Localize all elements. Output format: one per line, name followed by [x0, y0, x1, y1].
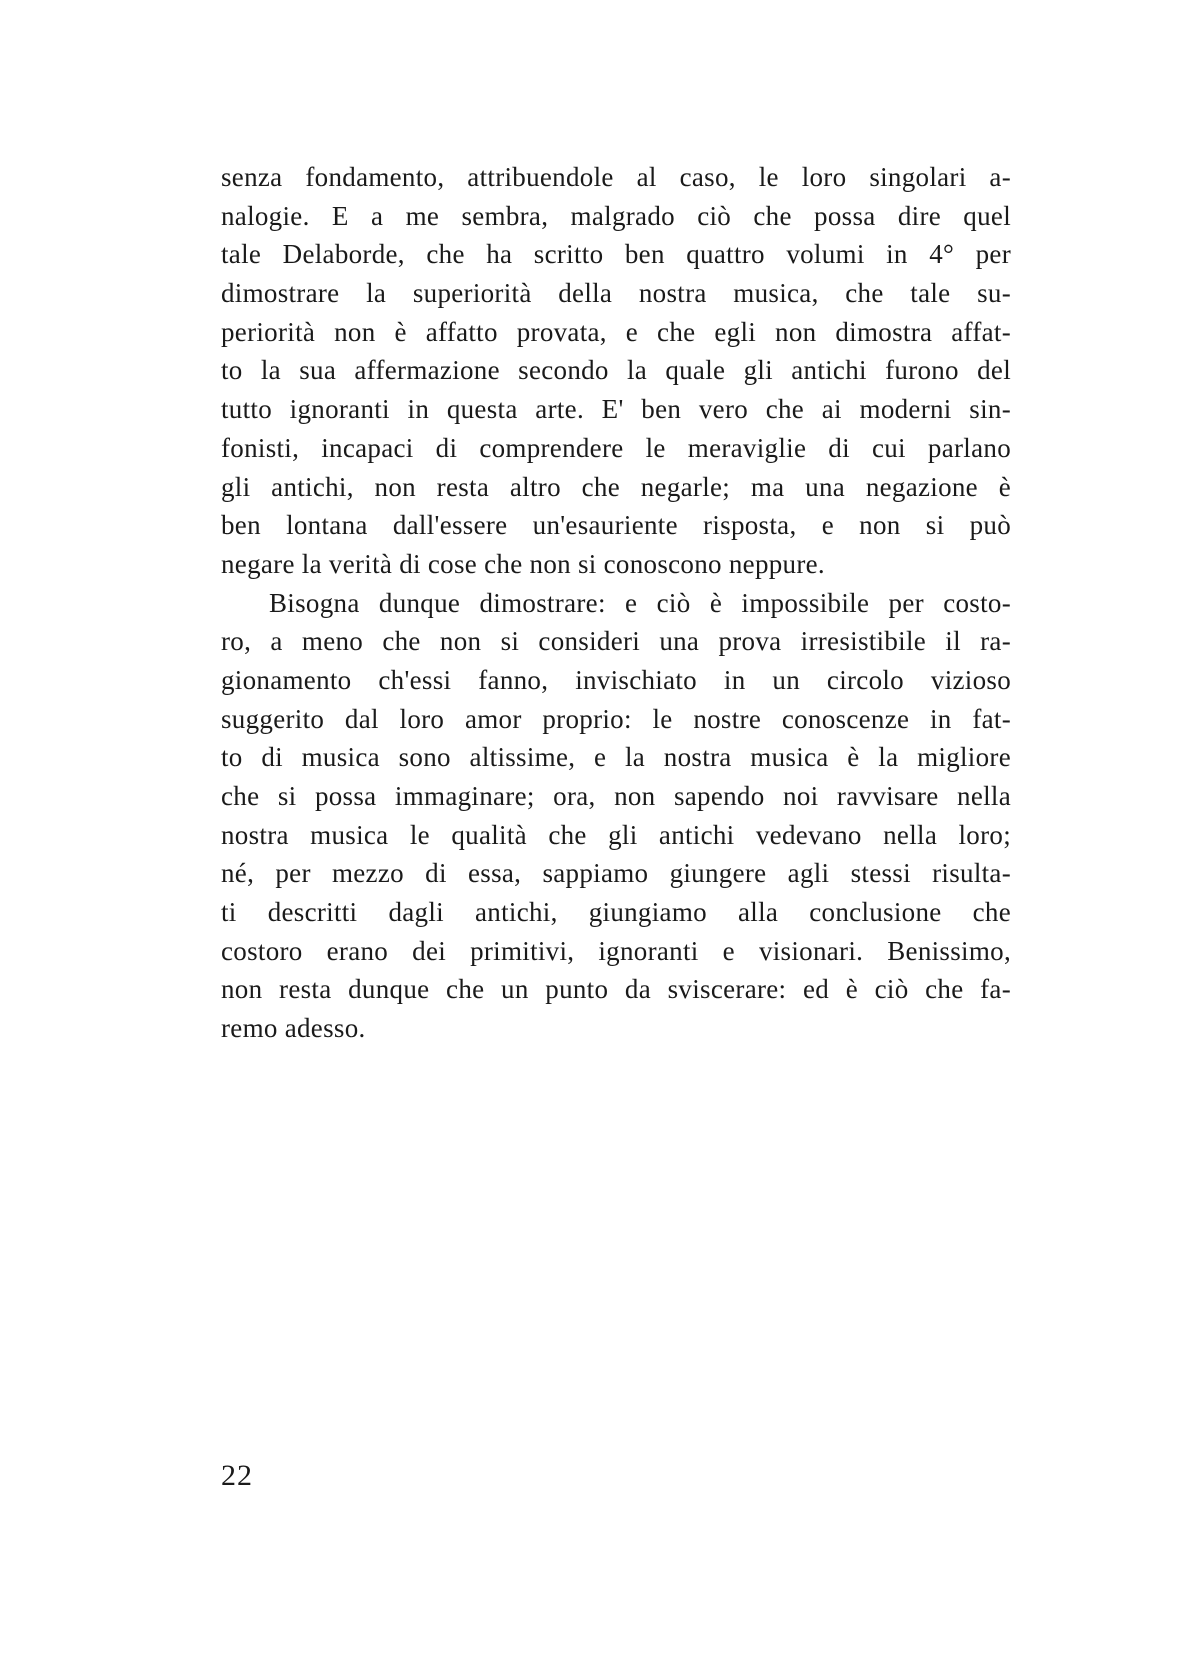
text-line: che si possa immaginare; ora, non sapendo noi ravvisare nella: [221, 781, 1011, 811]
text-line: negare la verità di cose che non si conoscono neppure.: [221, 548, 825, 579]
text-line: ro, a meno che non si consideri una prova irresistibile il ra-: [221, 626, 1011, 657]
text-line: non resta dunque che un punto da sviscerare: ed è ciò che fa-: [221, 974, 1011, 1005]
body-text: [221, 158, 1200, 1048]
text-line: suggerito dal loro amor proprio: le nostre conoscenze in fat-: [221, 703, 1011, 734]
paragraph-2: [221, 584, 1200, 1048]
text-line: Bisogna dunque dimostrare: e ciò è impossibile per costo-: [269, 587, 1011, 618]
text-line: gionamento ch'essi fanno, invischiato in un circolo vizioso: [221, 664, 1011, 695]
text-line: costoro erano dei primitivi, ignoranti e visionari. Benissimo,: [221, 935, 1011, 966]
text-line: gli antichi, non resta altro che negarle; ma una negazione è: [221, 471, 1011, 502]
text-line: ben lontana dall'essere un'esauriente risposta, e non si può: [221, 510, 1011, 541]
page-number: 22: [221, 1459, 253, 1492]
text-line: tutto ignoranti in questa arte. E' ben vero che ai moderni sin-: [221, 394, 1011, 425]
text-line: né, per mezzo di essa, sappiamo giungere agli stessi risulta-: [221, 858, 1011, 889]
paragraph-1: [221, 158, 1200, 584]
text-line: nalogie. E a me sembra, malgrado ciò che possa dire quel: [221, 200, 1011, 231]
text-line: ti descritti dagli antichi, giungiamo alla conclusione che: [221, 897, 1011, 928]
text-line: tale Delaborde, che ha scritto ben quattro volumi in 4° per: [221, 239, 1011, 270]
text-line: to la sua affermazione secondo la quale gli antichi furono del: [221, 355, 1011, 386]
text-line: periorità non è affatto provata, e che egli non dimostra affat-: [221, 316, 1011, 347]
text-line: fonisti, incapaci di comprendere le meraviglie di cui parlano: [221, 432, 1011, 463]
text-line: nostra musica le qualità che gli antichi vedevano nella loro;: [221, 819, 1011, 850]
text-line: dimostrare la superiorità della nostra musica, che tale su-: [221, 278, 1011, 309]
text-line: to di musica sono altissime, e la nostra musica è la migliore: [221, 742, 1011, 773]
text-line: remo adesso.: [221, 1013, 366, 1044]
text-line: senza fondamento, attribuendole al caso, le loro singolari a-: [221, 162, 1011, 192]
